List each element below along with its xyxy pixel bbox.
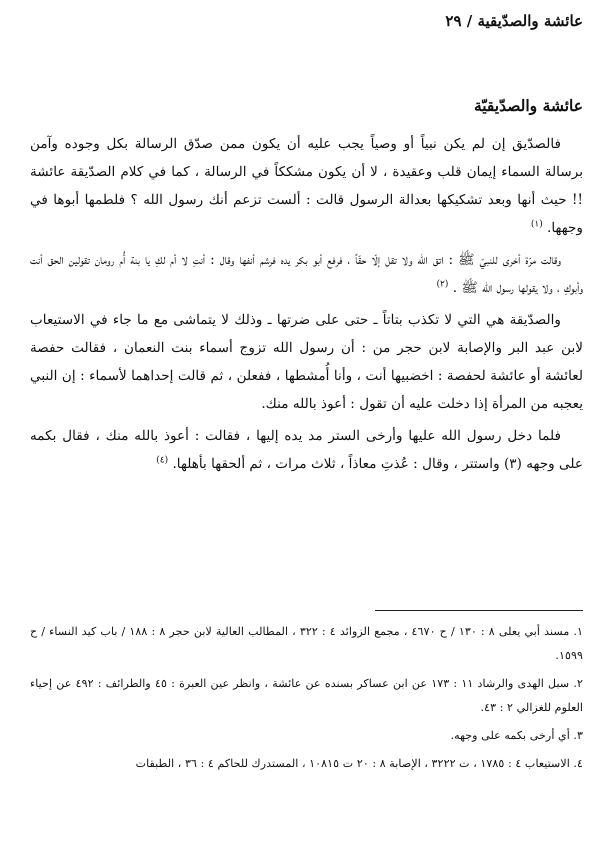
paragraph-3 (30, 306, 583, 418)
running-header: عائشة والصدّيقية / ٢٩ (445, 12, 583, 30)
paragraph-2 (30, 246, 583, 302)
paragraph-text: فلما دخل رسول الله عليها وأرخى الستر مد يده إليها ، فقالت : أعوذ بالله منك ، فقال بكمه على وجهه (٣) واستتر ، وقال : عُذتِ معاذاً ، ثلاث مرات ، ثم ألحقها بأهلها. (30, 428, 583, 472)
book-page (30, 0, 583, 851)
paragraph-text: والصدّيقة هي التي لا تكذب بتاتاً ـ حتى على ضرتها ـ وذلك لا يتماشى مع ما جاء في الاستيعاب لابن عبد البر والإصابة لابن حجر من : أن رسول الله تزوج أسماء بنت النعمان ، فقالت حفصة لعائشة أو عائشة لحفصة : اخضبيها أنت ، وأنا أُمشطها ، ففعلن ، ثم قالت إحداهما لأسماء : إن النبي يعجبه من المرأة إذا دخلت عليه أن تقول : أعوذ بالله منك. (30, 312, 583, 412)
paragraph-text: وقالت مرّة أخرى للنبيّ ﷺ : اتق الله ولا تقل إلّا حقّاً ، فرفع أبو بكر يده فرشم أنفها وقال : أنتِ لا أم لكِ يا بنة أُم رومان تقولين الحق أنت وأبوكِ ، ولا يقولها رسول الله ﷺ . (30, 252, 583, 296)
paragraph-4 (30, 422, 583, 478)
footnote-ref: (٤) (156, 455, 169, 466)
footnote-ref: (٢) (436, 279, 449, 290)
paragraph-text: فالصدّيق إن لم يكن نبياً أو وصياً يجب عليه أن يكون ممن صدّق الرسالة بكل وجوده وآمن برسالة السماء إيمان قلب وعقيدة ، لا أن يكون مشككاً في الرسالة ، كما في كلام الصدّيقة عائشة !! حيث أنها وبعد تشكيكها بعدالة الرسول قالت : ألست تزعم أنك رسول الله ؟ فلطمها أبوها في وجهها. (30, 136, 583, 236)
footnote-4: ٤. الاستيعاب ٤ : ١٧٨٥ ، ت ٣٢٢٢ ، الإصابة ٨ : ٢٠ ت ١٠٨١٥ ، المستدرك للحاكم ٤ : ٣٦ ، الطبقات (135, 757, 583, 770)
footnote-ref: (١) (530, 219, 543, 230)
footnote-1: ١. مسند أبي يعلى ٨ : ١٣٠ / ح ٤٦٧٠ ، مجمع الزوائد ٤ : ٣٢٢ ، المطالب العالية لابن حجر ٨ : ١٨٨ / باب كيد النساء / ح ١٥٩٩. (30, 625, 583, 662)
body-text (30, 130, 583, 482)
footnote-3: ٣. أي أرخى بكمه على وجهه. (450, 729, 583, 742)
paragraph-1 (30, 130, 583, 242)
footnote-2: ٢. سبل الهدى والرشاد ١١ : ١٧٣ عن ابن عساكر بسنده عن عائشة ، وانظر عين العبرة : ٤٥ والطرائف : ٤٩٢ عن إحياء العلوم للغزالي ٢ : ٤٣. (30, 677, 583, 714)
section-title: عائشة والصدّيقيّة (473, 96, 583, 115)
footnote-divider (375, 610, 583, 611)
footnotes (30, 620, 583, 780)
